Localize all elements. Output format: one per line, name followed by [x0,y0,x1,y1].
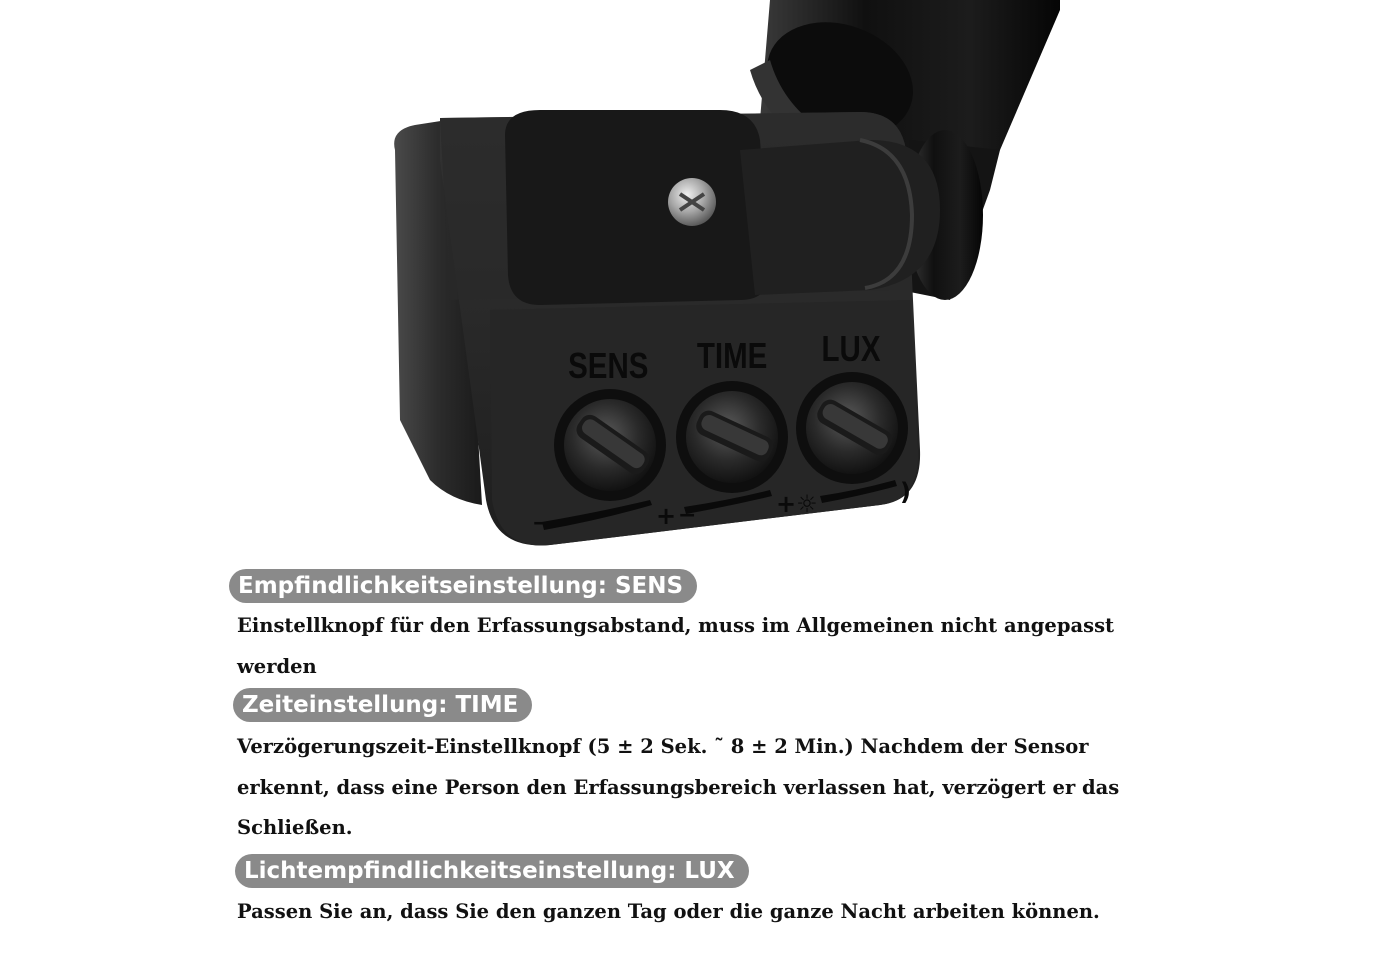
time-minus-mark: − [678,503,697,528]
lux-knob[interactable] [796,372,908,484]
sensor-device-image [300,0,1100,560]
text-line: Passen Sie an, dass Sie den ganzen Tag oder die ganze Nacht arbeiten können. [237,900,1100,923]
sensor-device-illustration [300,0,1100,560]
text-line: werden [237,654,317,678]
screw-icon [668,178,716,226]
heading-time-text: Zeiteinstellung: TIME [242,692,519,718]
lux-label: LUX [821,328,881,369]
sens-plus-mark: + [656,502,677,530]
text-line: Verzögerungszeit-Einstellknopf (5 ± 2 Sek. ˜ 8 ± 2 Min.) Nachdem der Sensor [237,735,1089,758]
sens-knob[interactable] [554,389,666,501]
heading-lux-text: Lichtempfindlichkeitseinstellung: LUX [244,858,735,884]
heading-time [233,688,532,722]
time-label: TIME [696,335,768,376]
time-knob[interactable] [676,381,788,493]
time-plus-mark: +☼ [776,490,818,518]
paragraph-sens [237,606,1114,687]
text-line: erkennt, dass eine Person den Erfassungsbereich verlassen hat, verzögert er das [237,775,1120,799]
heading-sens [229,569,697,603]
heading-lux [235,854,749,888]
moon-icon: ) [900,478,911,506]
heading-sens-text: Empfindlichkeitseinstellung: SENS [238,573,684,599]
control-panel [490,300,918,545]
paragraph-time [237,727,1119,849]
text-line: Einstellknopf für den Erfassungsabstand, muss im Allgemeinen nicht angepasst [237,614,1115,637]
sens-minus-mark: − [532,511,551,536]
paragraph-lux [237,892,1100,933]
text-line: Schließen. [237,816,353,839]
sens-label: SENS [568,345,649,386]
